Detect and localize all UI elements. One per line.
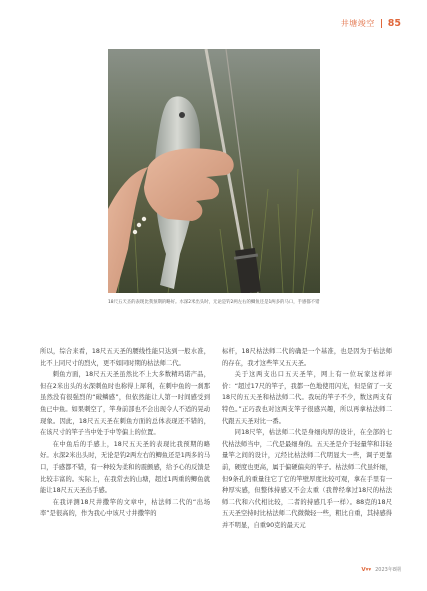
paragraph: 在我评测18尺井撒竿的文章中，枯法师二代的“出场率”是很高的，作为我心中该尺寸井撒竿的 xyxy=(40,498,210,518)
paragraph: 所以，综合来看，18尺五天圣的腰线性能只达到一般水准，比不上同尺寸的烈火，更不如同时期的枯法师二代。 xyxy=(40,348,210,367)
article-left-column xyxy=(40,346,210,520)
fish-in-hand-photo xyxy=(108,49,320,293)
photo-caption: 18尺五天圣的表现比我预期的略好。水深2米出头时，无论是钓2两左右的鲫鱼还是1两多的马口，手感都不错 xyxy=(108,300,320,305)
magazine-logo: ᐯ▾▾ xyxy=(361,566,372,573)
page-number: 85 xyxy=(387,18,401,29)
paragraph: 同18尺竿，枯法师二代是身细肉厚的设计，在全部的七代枯法师当中，二代是最细身的。五天圣是介于轻量竿和非轻量竿之间的设计，元经比枯法师二代明显大一些，调子更靠前，硬度也更高，属于偏硬偏夹的竿子。枯法师二代虽纤细，但9条孔的重量往它了它的竿壁厚度比较可观，拿在手里有一种厚实感，但整体持感又不会太重（我曾经拿过18尺的枯法师二代和六代相比较，二者的持感几乎一样）。88克的18尺五天圣空持时比枯法师二代微微轻一些，粗比自重，其持感得并不明显，自重90克的最天元 xyxy=(222,429,393,529)
article-right-column xyxy=(222,346,392,532)
page-header xyxy=(341,18,401,29)
paragraph: 在中鱼后的手感上，18尺五天圣的表现比我预期的略好。水深2米出头时，无论是钓2两左右的鲫鱼还是1两多的马口，手感都不错，有一种较为柔和的震颤感，给予心的反馈是比较丰富的。实际上，在我常去的山塘，超过1两重的鲫鱼就能让18尺五天圣出手感。 xyxy=(40,440,211,495)
section-title: 井塘竣空 xyxy=(340,19,375,28)
paragraph: 关于这两支出口五天圣竿，网上有一位玩家这样评价：“超过17尺的竿子，我都一色地使用闪光，但是留了一支18尺的五天圣和枯法师二代。我玩的竿子不少，数这两支有特色。”正巧我也对这两支竿子很感兴趣，所以再拿枯法师二代跟五天圣对比一番。 xyxy=(222,371,392,425)
photo-illustration xyxy=(108,49,320,293)
page-footer xyxy=(361,566,401,573)
paragraph: 刺鱼方面，18尺五天圣虽然比不上大多数精玛诺产品，但在2米出头的水深刺鱼时也称得上犀利，在刺中鱼的一刹那虽然没有很强烈的“破鳞感”，但依然能让人第一时间感受到鱼已中鱼。如果刺空了，竿身前部也不会出现令人不适的晃动现象。因此，18尺五天圣在刺鱼方面的总体表现还不错的，在该尺寸的竿子当中处于中等偏上的位置。 xyxy=(40,371,211,437)
header-divider xyxy=(381,19,382,28)
issue-label: 2023年8期 xyxy=(375,567,401,573)
paragraph: 标杆，18尺枯法师二代的确是一个基准，也是因为于枯法师的存在，我才这些竿又五天圣。 xyxy=(222,348,392,367)
